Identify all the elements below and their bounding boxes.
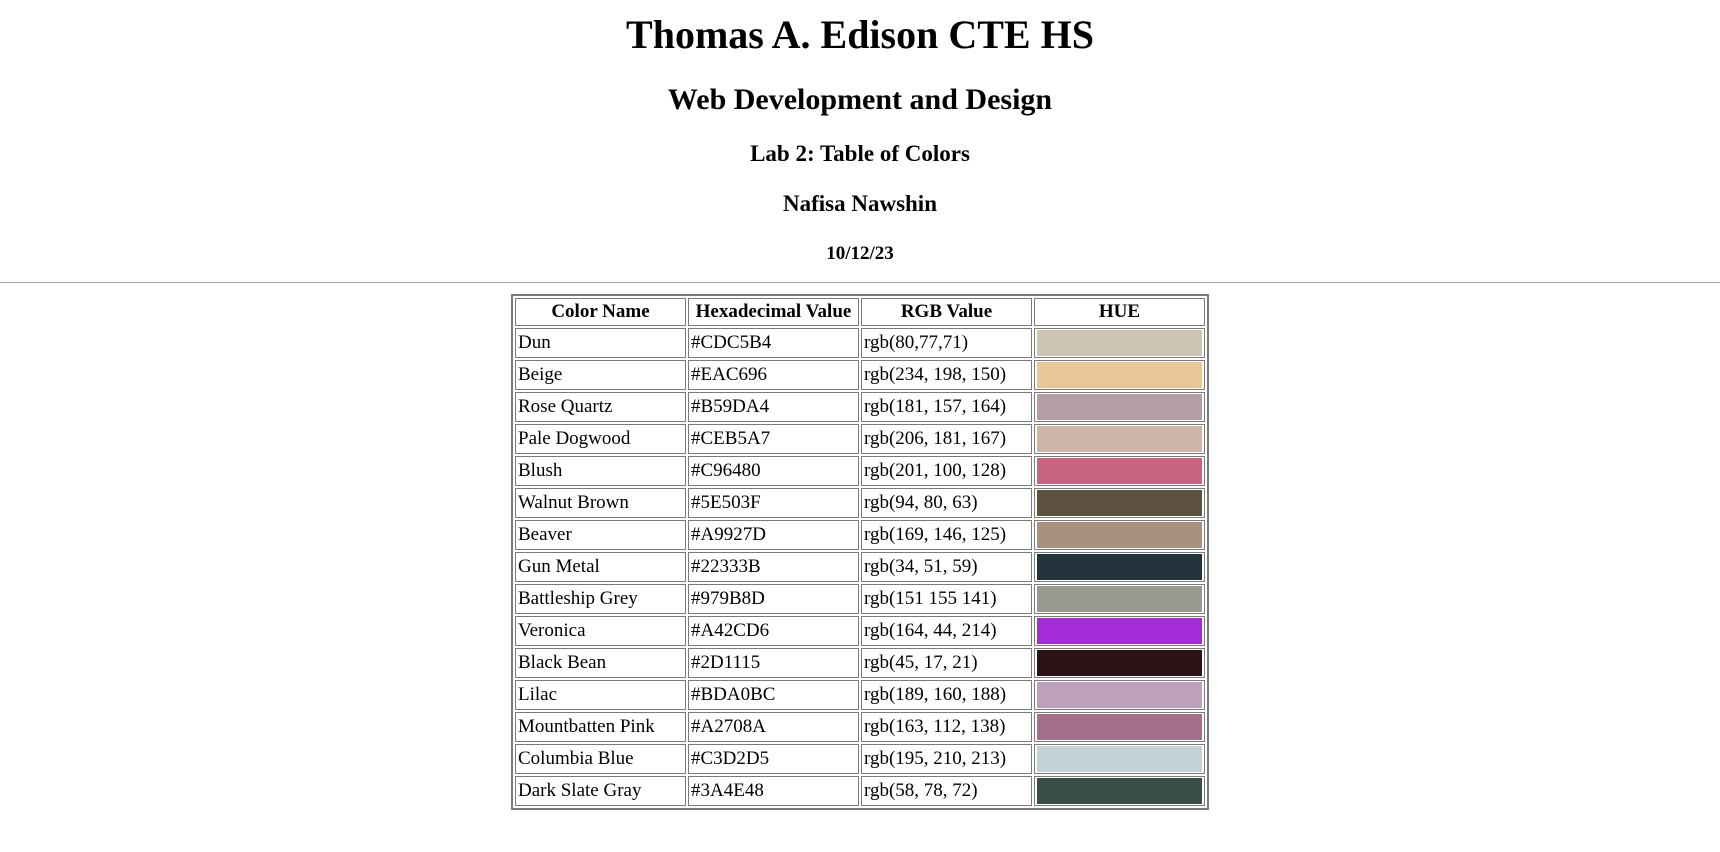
hue-cell [1034, 520, 1205, 550]
color-swatch [1037, 746, 1202, 772]
hex-value-cell: #979B8D [688, 584, 859, 614]
table-row [515, 328, 1205, 358]
hex-value-cell: #5E503F [688, 488, 859, 518]
color-swatch [1037, 682, 1202, 708]
color-name-cell: Black Bean [515, 648, 686, 678]
header-hex-value: Hexadecimal Value [688, 298, 859, 326]
color-name-cell: Dark Slate Gray [515, 776, 686, 806]
rgb-value-cell: rgb(189, 160, 188) [861, 680, 1032, 710]
hex-value-cell: #B59DA4 [688, 392, 859, 422]
hex-value-cell: #C3D2D5 [688, 744, 859, 774]
color-name-cell: Blush [515, 456, 686, 486]
rgb-value-cell: rgb(34, 51, 59) [861, 552, 1032, 582]
hue-cell [1034, 360, 1205, 390]
rgb-value-cell: rgb(234, 198, 150) [861, 360, 1032, 390]
color-name-cell: Battleship Grey [515, 584, 686, 614]
hue-cell [1034, 456, 1205, 486]
color-swatch [1037, 586, 1202, 612]
header-color-name: Color Name [515, 298, 686, 326]
course-title: Web Development and Design [667, 83, 1053, 116]
color-swatch [1037, 778, 1202, 804]
color-swatch [1037, 426, 1202, 452]
hue-cell [1034, 584, 1205, 614]
date: 10/12/23 [826, 243, 894, 264]
hue-cell [1034, 424, 1205, 454]
hex-value-cell: #3A4E48 [688, 776, 859, 806]
hex-value-cell: #EAC696 [688, 360, 859, 390]
hue-cell [1034, 776, 1205, 806]
color-swatch [1037, 394, 1202, 420]
table-row [515, 616, 1205, 646]
table-row [515, 552, 1205, 582]
table-row [515, 712, 1205, 742]
hue-cell [1034, 712, 1205, 742]
rgb-value-cell: rgb(201, 100, 128) [861, 456, 1032, 486]
table-row [515, 648, 1205, 678]
color-name-cell: Columbia Blue [515, 744, 686, 774]
table-row [515, 776, 1205, 806]
rgb-value-cell: rgb(163, 112, 138) [861, 712, 1032, 742]
table-body [515, 328, 1205, 806]
color-swatch [1037, 458, 1202, 484]
hex-value-cell: #A2708A [688, 712, 859, 742]
color-name-cell: Beige [515, 360, 686, 390]
author-name: Nafisa Nawshin [782, 191, 937, 216]
hue-cell [1034, 328, 1205, 358]
hex-value-cell: #BDA0BC [688, 680, 859, 710]
table-row [515, 360, 1205, 390]
table-row [515, 584, 1205, 614]
color-swatch [1037, 490, 1202, 516]
rgb-value-cell: rgb(181, 157, 164) [861, 392, 1032, 422]
rgb-value-cell: rgb(151 155 141) [861, 584, 1032, 614]
color-name-cell: Walnut Brown [515, 488, 686, 518]
hue-cell [1034, 616, 1205, 646]
hex-value-cell: #CDC5B4 [688, 328, 859, 358]
color-name-cell: Gun Metal [515, 552, 686, 582]
header-rgb-value: RGB Value [861, 298, 1032, 326]
color-name-cell: Lilac [515, 680, 686, 710]
hex-value-cell: #C96480 [688, 456, 859, 486]
table-row [515, 744, 1205, 774]
table-header-row [515, 298, 1205, 326]
divider [0, 282, 1720, 283]
color-name-cell: Dun [515, 328, 686, 358]
color-swatch [1037, 650, 1202, 676]
rgb-value-cell: rgb(58, 78, 72) [861, 776, 1032, 806]
rgb-value-cell: rgb(195, 210, 213) [861, 744, 1032, 774]
page-header [0, 0, 1720, 265]
color-name-cell: Veronica [515, 616, 686, 646]
color-swatch [1037, 554, 1202, 580]
table-row [515, 424, 1205, 454]
table-row [515, 456, 1205, 486]
table-row [515, 488, 1205, 518]
color-name-cell: Pale Dogwood [515, 424, 686, 454]
hue-cell [1034, 680, 1205, 710]
color-name-cell: Mountbatten Pink [515, 712, 686, 742]
color-name-cell: Rose Quartz [515, 392, 686, 422]
color-table [511, 294, 1209, 810]
hue-cell [1034, 648, 1205, 678]
rgb-value-cell: rgb(206, 181, 167) [861, 424, 1032, 454]
school-title: Thomas A. Edison CTE HS [626, 12, 1094, 57]
rgb-value-cell: rgb(94, 80, 63) [861, 488, 1032, 518]
hue-cell [1034, 392, 1205, 422]
rgb-value-cell: rgb(164, 44, 214) [861, 616, 1032, 646]
color-swatch [1037, 714, 1202, 740]
hex-value-cell: #2D1115 [688, 648, 859, 678]
hue-cell [1034, 552, 1205, 582]
table-row [515, 680, 1205, 710]
color-swatch [1037, 362, 1202, 388]
color-swatch [1037, 618, 1202, 644]
hue-cell [1034, 488, 1205, 518]
color-swatch [1037, 330, 1202, 356]
hex-value-cell: #CEB5A7 [688, 424, 859, 454]
table-row [515, 520, 1205, 550]
hex-value-cell: #A42CD6 [688, 616, 859, 646]
lab-title: Lab 2: Table of Colors [750, 141, 970, 166]
table-row [515, 392, 1205, 422]
hex-value-cell: #22333B [688, 552, 859, 582]
hex-value-cell: #A9927D [688, 520, 859, 550]
color-swatch [1037, 522, 1202, 548]
rgb-value-cell: rgb(169, 146, 125) [861, 520, 1032, 550]
hue-cell [1034, 744, 1205, 774]
rgb-value-cell: rgb(80,77,71) [861, 328, 1032, 358]
header-hue: HUE [1034, 298, 1205, 326]
color-name-cell: Beaver [515, 520, 686, 550]
rgb-value-cell: rgb(45, 17, 21) [861, 648, 1032, 678]
